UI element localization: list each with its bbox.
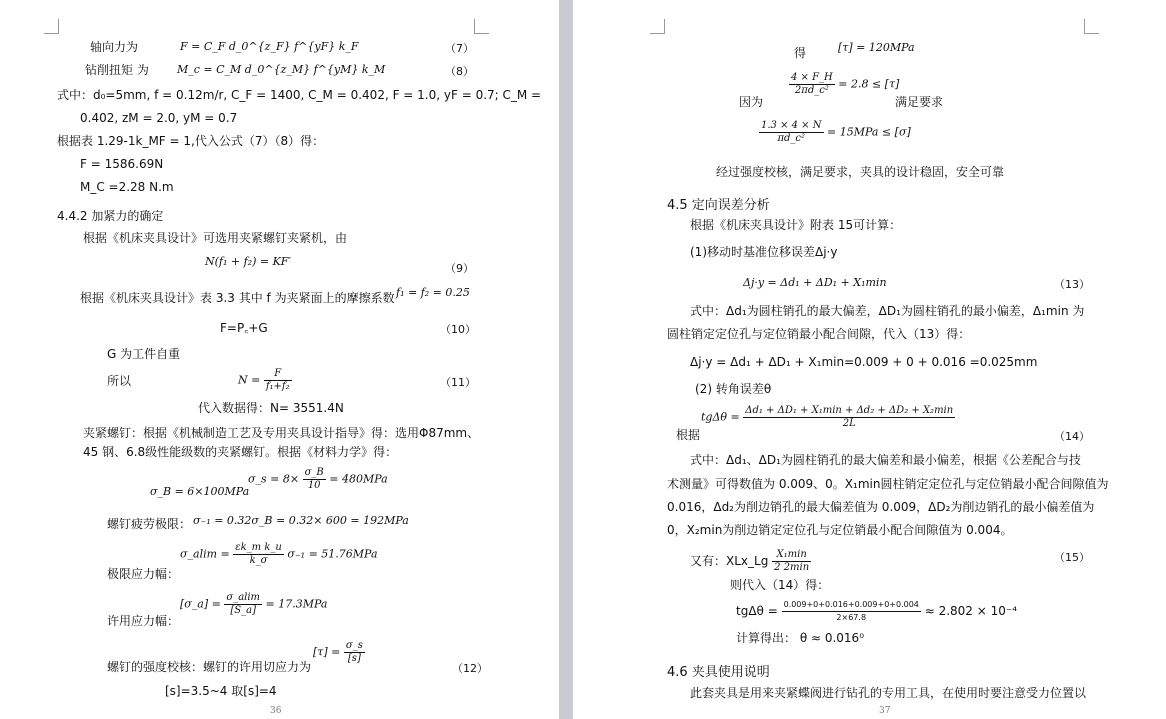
text-line: 因为: [739, 95, 764, 109]
corner-mark: [650, 19, 665, 34]
text-line: 此套夹具是用来夹紧蝶阀进行钻孔的专用工具，在使用时要注意受力位置以: [690, 686, 1087, 700]
text-line: [s]=3.5~4 取[s]=4: [165, 684, 277, 698]
text-line: 根据表 1.29-1k_MF = 1,代入公式（7）（8）得：: [57, 134, 325, 148]
denominator: πd_c²: [777, 133, 806, 144]
text-line: 得: [794, 46, 807, 60]
text-line: Δj·y = Δd₁ + ΔD₁ + X₁min=0.009 + 0 + 0.016 =0.025mm: [690, 355, 1038, 369]
fraction: [224, 592, 262, 617]
denominator: k_σ: [249, 555, 268, 566]
denominator: 2πd_c²: [794, 85, 829, 96]
formula-rhs: σ₋₁ = 51.76MPa: [287, 547, 378, 561]
fraction: [344, 640, 365, 665]
formula: σ_B = 6×100MPa: [150, 485, 250, 498]
equation-number: （15）: [1054, 551, 1090, 564]
fraction: [264, 368, 292, 393]
text-line: 螺钉疲劳极限：: [107, 517, 192, 531]
formula-lhs: tgΔθ =: [736, 604, 778, 618]
formula-sigma-alim: [180, 542, 378, 567]
formula-rhs: = 2.8 ≤ [τ]: [838, 77, 900, 91]
denominator: [s]: [347, 653, 361, 664]
denominator: f₁+f₂: [265, 381, 290, 392]
formula: F=P꜀+G: [220, 321, 268, 335]
text-line: G 为工件自重: [107, 347, 181, 361]
formula-n: [238, 368, 292, 393]
text-line: 夹紧螺钉：根据《机械制造工艺及专用夹具设计指导》得：选用Φ87mm、: [83, 426, 480, 440]
section-heading: 4.6 夹具使用说明: [667, 665, 770, 680]
numerator: X₁min: [772, 549, 811, 562]
page-36: [0, 0, 559, 719]
page-number: 36: [270, 706, 282, 716]
formula: F = C_F d_0^{z_F} f^{yF} k_F: [180, 40, 359, 53]
text-line: 极限应力幅：: [107, 567, 180, 581]
text-line: 根据《机床夹具设计》可选用夹紧螺钉夹紧机，由: [83, 231, 348, 245]
fraction: [782, 599, 921, 624]
text-line: 钻削扭矩 为: [85, 63, 149, 77]
formula: f₁ = f₂ = 0.25: [396, 286, 470, 299]
formula: Δj·y = Δd₁ + ΔD₁ + X₁min: [743, 276, 887, 289]
formula: M_c = C_M d_0^{z_M} f^{yM} k_M: [177, 63, 386, 76]
formula-check-2: [759, 120, 911, 145]
text-line: F = 1586.69N: [80, 157, 164, 171]
text-line: 45 钢、6.8级性能级数的夹紧螺钉。根据《材料力学》得：: [83, 445, 398, 459]
text-line: (1)移动时基准位移误差Δj·y: [690, 245, 838, 259]
numerator: 1.3 × 4 × N: [761, 120, 822, 131]
formula-sigma-s: [248, 467, 388, 492]
equation-number: （12）: [452, 662, 488, 675]
text-line: 式中：d₀=5mm, f = 0.12m/r, C_F = 1400, C_M = 0.402, F = 1.0, yF = 0.7; C_M =: [57, 88, 542, 102]
fraction: [759, 120, 824, 145]
page-number: 37: [879, 706, 891, 716]
formula-check-1: [789, 72, 899, 97]
text-line: 所以: [107, 374, 132, 388]
formula-tg: [701, 405, 955, 430]
formula-xl: [690, 549, 811, 574]
numerator: σ_B: [304, 467, 324, 478]
denominator: [S_a]: [230, 605, 257, 616]
text-line: 0.402, zM = 2.0, yM = 0.7: [80, 111, 238, 125]
formula-tau: [313, 640, 365, 665]
formula-lhs: [τ] =: [313, 645, 341, 659]
text-line: 螺钉的强度校核：螺钉的许用切应力为: [107, 660, 312, 674]
corner-mark: [1084, 19, 1099, 34]
text-line: 计算得出： θ ≈ 0.016⁰: [736, 631, 865, 645]
numerator: 0.009+0+0.016+0.009+0+0.004: [782, 599, 921, 612]
text-line: 许用应力幅：: [107, 614, 180, 628]
text-line: 根据《机床夹具设计》附表 15可计算：: [690, 218, 902, 232]
text-line: 式中：Δd₁、ΔD₁为圆柱销孔的最大偏差和最小偏差，根据《公差配合与技: [690, 453, 1081, 467]
text-line: 满足要求: [895, 95, 944, 109]
text-line: 圆柱销定定位孔与定位销最小配合间隙，代入（13）得：: [667, 327, 971, 341]
fraction: [303, 467, 326, 492]
fraction: [772, 549, 811, 574]
text-line: 根据: [676, 428, 701, 442]
equation-number: （11）: [440, 376, 476, 389]
section-heading: 4.5 定向误差分析: [667, 198, 770, 213]
section-heading: 4.4.2 加紧力的确定: [57, 209, 164, 223]
text-line: M_C =2.28 N.m: [80, 180, 174, 194]
formula: σ₋₁ = 0.32σ_B = 0.32× 600 = 192MPa: [193, 514, 409, 527]
formula-lhs: [σ_a] =: [180, 597, 221, 611]
denominator: 10: [307, 480, 321, 491]
numerator: Δd₁ + ΔD₁ + X₁min + Δd₂ + ΔD₂ + X₂min: [745, 405, 954, 416]
text-line: 根据《机床夹具设计》表 3.3 其中 f 为夹紧面上的摩擦系数: [80, 291, 395, 305]
text-line: 术测量》可得数值为 0.009、0。X₁min圆柱销定定位孔与定位销最小配合间隙值为: [667, 477, 1109, 491]
equation-number: （10）: [440, 323, 476, 336]
formula-lhs: N =: [238, 373, 261, 387]
equation-number: （13）: [1054, 278, 1090, 291]
equation-number: （7）: [445, 42, 474, 55]
formula-lhs: tgΔθ =: [701, 410, 740, 424]
formula-lhs: 又有：XLx_Lg: [690, 554, 769, 568]
formula-rhs: = 480MPa: [329, 472, 388, 486]
numerator: σ_s: [345, 640, 363, 651]
fraction: [743, 405, 955, 430]
equation-number: （9）: [445, 262, 474, 275]
formula-lhs: σ_alim =: [180, 547, 230, 561]
formula-rhs: = 17.3MPa: [265, 597, 328, 611]
text-line: 代入数据得：N= 3551.4N: [198, 401, 344, 415]
numerator: σ_alim: [226, 592, 261, 603]
corner-mark: [474, 19, 489, 34]
text-line: (2) 转角误差θ: [695, 382, 772, 396]
equation-number: （14）: [1054, 430, 1090, 443]
numerator: εk_m k_u: [235, 542, 282, 553]
corner-mark: [44, 19, 59, 34]
text-line: 经过强度校核，满足要求，夹具的设计稳固，安全可靠: [716, 165, 1005, 179]
fraction: [233, 542, 284, 567]
text-line: 式中：Δd₁为圆柱销孔的最大偏差，ΔD₁为圆柱销孔的最小偏差，Δ₁min 为: [690, 304, 1085, 318]
page-37: [573, 0, 1166, 719]
formula-tg-value: [736, 599, 1017, 624]
page-gap: [559, 0, 573, 719]
numerator: 4 × F_H: [791, 72, 833, 83]
text-line: 0，X₂min为削边销定定位孔与定位销最小配合间隙值为 0.004。: [667, 523, 1013, 537]
formula: N(f₁ + f₂) = KF′: [205, 255, 291, 268]
denominator: 2 2min: [774, 562, 810, 573]
text-line: 0.016，Δd₂为削边销孔的最大偏差值为 0.009，ΔD₂为削边销孔的最小偏差值为: [667, 500, 1095, 514]
numerator: F: [264, 368, 292, 381]
denominator: 2×67.8: [836, 613, 867, 622]
denominator: 2L: [842, 418, 856, 429]
formula-rhs: ≈ 2.802 × 10⁻⁴: [924, 604, 1018, 618]
formula-allowable: [180, 592, 327, 617]
equation-number: （8）: [445, 65, 474, 78]
text-line: 则代入（14）得：: [730, 578, 830, 592]
fraction: [789, 72, 835, 97]
formula-rhs: = 15MPa ≤ [σ]: [827, 125, 911, 139]
formula-lhs: σ_s = 8×: [248, 472, 300, 486]
text-line: 轴向力为: [90, 40, 139, 54]
formula: [τ] = 120MPa: [838, 41, 915, 54]
